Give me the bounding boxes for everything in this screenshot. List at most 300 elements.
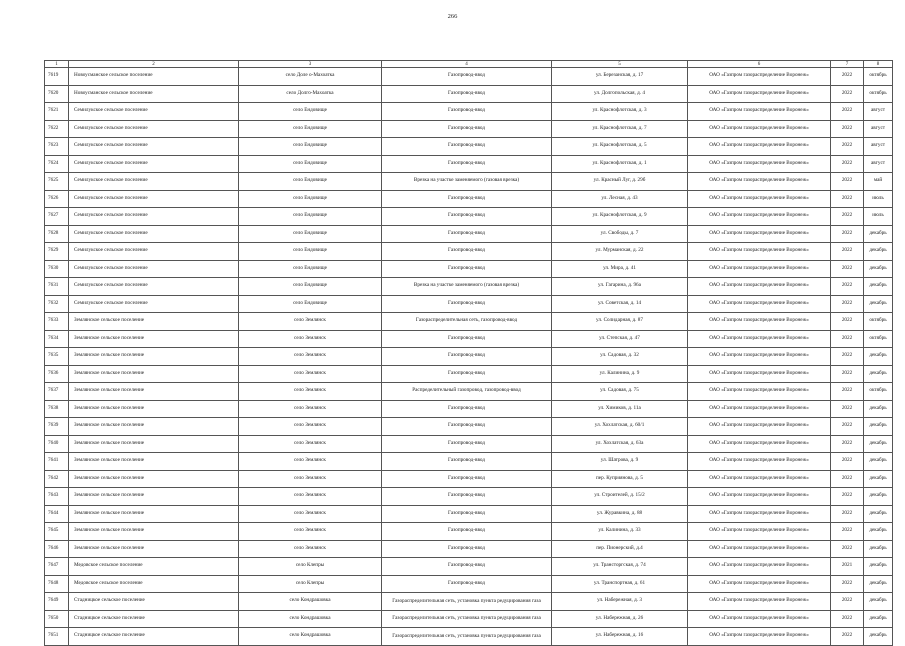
row-number-cell: 7620 [45, 85, 69, 103]
organization-cell: ОАО «Газпром газораспределение Воронеж» [688, 330, 831, 348]
year-cell: 2022 [831, 628, 864, 646]
locality-name-cell: село Землянск [239, 435, 382, 453]
object-type-cell: Газопровод-ввод [382, 155, 552, 173]
month-cell: декабрь [864, 628, 893, 646]
month-cell: август [864, 138, 893, 156]
table-row [45, 488, 893, 506]
table-row [45, 383, 893, 401]
month-cell: май [864, 173, 893, 191]
object-type-cell: Газопровод-ввод [382, 103, 552, 121]
object-type-cell: Газопровод-ввод [382, 575, 552, 593]
settlement-name-cell: Семилукское сельское поселение [69, 278, 239, 296]
settlement-name-cell: Семилукское сельское поселение [69, 243, 239, 261]
column-number-4: 4 [382, 61, 552, 68]
table-row [45, 190, 893, 208]
page-number: 266 [447, 13, 458, 20]
month-cell: декабрь [864, 610, 893, 628]
settlement-name-cell: Стадницкое сельское поселение [69, 610, 239, 628]
settlement-name-cell: Землянское сельское поселение [69, 313, 239, 331]
object-type-cell: Газопровод-ввод [382, 540, 552, 558]
month-cell: декабрь [864, 540, 893, 558]
settlement-name-cell: Семилукское сельское поселение [69, 103, 239, 121]
column-number-5: 5 [552, 61, 688, 68]
settlement-name-cell: Семилукское сельское поселение [69, 173, 239, 191]
locality-name-cell: село Ендовище [239, 208, 382, 226]
settlement-name-cell: Новоусманское сельское поселение [69, 85, 239, 103]
organization-cell: ОАО «Газпром газораспределение Воронеж» [688, 435, 831, 453]
locality-name-cell: село Ендовище [239, 225, 382, 243]
organization-cell: ОАО «Газпром газораспределение Воронеж» [688, 628, 831, 646]
object-type-cell: Врезка на участке заменяемого (газовая врезка) [382, 173, 552, 191]
settlement-name-cell: Землянское сельское поселение [69, 540, 239, 558]
object-type-cell: Распределительный газопровод, газопровод-ввод [382, 383, 552, 401]
month-cell: декабрь [864, 348, 893, 366]
table-row [45, 103, 893, 121]
settlement-name-cell: Медовское сельское поселение [69, 575, 239, 593]
year-cell: 2022 [831, 103, 864, 121]
object-type-cell: Газопровод-ввод [382, 330, 552, 348]
organization-cell: ОАО «Газпром газораспределение Воронеж» [688, 383, 831, 401]
month-cell: октябрь [864, 330, 893, 348]
locality-name-cell: село Кондрашовка [239, 610, 382, 628]
table-row [45, 400, 893, 418]
address-cell: пер. Куприянова, д. 5 [552, 470, 688, 488]
organization-cell: ОАО «Газпром газораспределение Воронеж» [688, 243, 831, 261]
table-row [45, 558, 893, 576]
table-row [45, 295, 893, 313]
table-row [45, 155, 893, 173]
year-cell: 2022 [831, 453, 864, 471]
month-cell: декабрь [864, 295, 893, 313]
table-row [45, 523, 893, 541]
organization-cell: ОАО «Газпром газораспределение Воронеж» [688, 85, 831, 103]
row-number-cell: 7632 [45, 295, 69, 313]
year-cell: 2022 [831, 85, 864, 103]
settlement-name-cell: Землянское сельское поселение [69, 400, 239, 418]
settlement-name-cell: Землянское сельское поселение [69, 418, 239, 436]
address-cell: ул. Свободы, д. 7 [552, 225, 688, 243]
settlement-name-cell: Семилукское сельское поселение [69, 155, 239, 173]
row-number-cell: 7628 [45, 225, 69, 243]
organization-cell: ОАО «Газпром газораспределение Воронеж» [688, 208, 831, 226]
column-number-2: 2 [69, 61, 239, 68]
year-cell: 2022 [831, 400, 864, 418]
month-cell: декабрь [864, 470, 893, 488]
address-cell: ул. Калинина, д. 9 [552, 365, 688, 383]
month-cell: июль [864, 208, 893, 226]
month-cell: август [864, 103, 893, 121]
registry-table [44, 60, 893, 646]
table-row [45, 628, 893, 646]
locality-name-cell: село Землянск [239, 505, 382, 523]
organization-cell: ОАО «Газпром газораспределение Воронеж» [688, 155, 831, 173]
address-cell: ул. Транспортная, д. 61 [552, 575, 688, 593]
object-type-cell: Газопровод-ввод [382, 523, 552, 541]
address-cell: ул. Набережная, д. 16 [552, 628, 688, 646]
settlement-name-cell: Землянское сельское поселение [69, 330, 239, 348]
object-type-cell: Газораспределительная сеть, установка пункта редуцирования газа [382, 610, 552, 628]
month-cell: декабрь [864, 488, 893, 506]
row-number-cell: 7651 [45, 628, 69, 646]
organization-cell: ОАО «Газпром газораспределение Воронеж» [688, 453, 831, 471]
settlement-name-cell: Землянское сельское поселение [69, 523, 239, 541]
month-cell: декабрь [864, 575, 893, 593]
table-row [45, 68, 893, 86]
locality-name-cell: село Ендовище [239, 295, 382, 313]
address-cell: ул. Набережная, д. 3 [552, 593, 688, 611]
organization-cell: ОАО «Газпром газораспределение Воронеж» [688, 295, 831, 313]
year-cell: 2022 [831, 120, 864, 138]
locality-name-cell: село Ендовище [239, 190, 382, 208]
locality-name-cell: село Землянск [239, 418, 382, 436]
year-cell: 2022 [831, 523, 864, 541]
table-row [45, 540, 893, 558]
address-cell: ул. Хохлатская, д. 60/1 [552, 418, 688, 436]
address-cell: ул. Краснофлотская, д. 5 [552, 138, 688, 156]
organization-cell: ОАО «Газпром газораспределение Воронеж» [688, 488, 831, 506]
row-number-cell: 7621 [45, 103, 69, 121]
year-cell: 2022 [831, 540, 864, 558]
address-cell: ул. Гагарина, д. 96а [552, 278, 688, 296]
table-row [45, 173, 893, 191]
row-number-cell: 7630 [45, 260, 69, 278]
year-cell: 2022 [831, 575, 864, 593]
locality-name-cell: село Ендовище [239, 138, 382, 156]
month-cell: октябрь [864, 68, 893, 86]
year-cell: 2022 [831, 68, 864, 86]
object-type-cell: Газопровод-ввод [382, 558, 552, 576]
settlement-name-cell: Землянское сельское поселение [69, 453, 239, 471]
table-row [45, 505, 893, 523]
locality-name-cell: село Долго-Махоатка [239, 85, 382, 103]
locality-name-cell: село Землянск [239, 523, 382, 541]
locality-name-cell: село Землянск [239, 400, 382, 418]
row-number-cell: 7647 [45, 558, 69, 576]
organization-cell: ОАО «Газпром газораспределение Воронеж» [688, 173, 831, 191]
locality-name-cell: село Клепры [239, 575, 382, 593]
table-row [45, 278, 893, 296]
year-cell: 2022 [831, 330, 864, 348]
address-cell: ул. Мира, д. 41 [552, 260, 688, 278]
row-number-cell: 7649 [45, 593, 69, 611]
settlement-name-cell: Землянское сельское поселение [69, 505, 239, 523]
address-cell: ул. Солидарная, д. 87 [552, 313, 688, 331]
organization-cell: ОАО «Газпром газораспределение Воронеж» [688, 103, 831, 121]
settlement-name-cell: Землянское сельское поселение [69, 383, 239, 401]
locality-name-cell: село Кондрашовка [239, 593, 382, 611]
table-row [45, 85, 893, 103]
settlement-name-cell: Землянское сельское поселение [69, 488, 239, 506]
organization-cell: ОАО «Газпром газораспределение Воронеж» [688, 610, 831, 628]
row-number-cell: 7631 [45, 278, 69, 296]
object-type-cell: Газопровод-ввод [382, 400, 552, 418]
locality-name-cell: село Землянск [239, 330, 382, 348]
row-number-cell: 7624 [45, 155, 69, 173]
year-cell: 2022 [831, 365, 864, 383]
row-number-cell: 7626 [45, 190, 69, 208]
locality-name-cell: село Землянск [239, 365, 382, 383]
object-type-cell: Газопровод-ввод [382, 418, 552, 436]
object-type-cell: Газопровод-ввод [382, 435, 552, 453]
object-type-cell: Газопровод-ввод [382, 243, 552, 261]
table-row [45, 593, 893, 611]
month-cell: декабрь [864, 558, 893, 576]
organization-cell: ОАО «Газпром газораспределение Воронеж» [688, 523, 831, 541]
locality-name-cell: село Ендовище [239, 278, 382, 296]
locality-name-cell: село Землянск [239, 453, 382, 471]
settlement-name-cell: Семилукское сельское поселение [69, 260, 239, 278]
year-cell: 2022 [831, 470, 864, 488]
organization-cell: ОАО «Газпром газораспределение Воронеж» [688, 190, 831, 208]
year-cell: 2021 [831, 558, 864, 576]
table-row [45, 575, 893, 593]
organization-cell: ОАО «Газпром газораспределение Воронеж» [688, 593, 831, 611]
settlement-name-cell: Семилукское сельское поселение [69, 295, 239, 313]
settlement-name-cell: Стадницкое сельское поселение [69, 628, 239, 646]
organization-cell: ОАО «Газпром газораспределение Воронеж» [688, 540, 831, 558]
table-row [45, 225, 893, 243]
year-cell: 2022 [831, 190, 864, 208]
object-type-cell: Газораспределительная сеть, газопровод-ввод [382, 313, 552, 331]
year-cell: 2022 [831, 610, 864, 628]
month-cell: октябрь [864, 313, 893, 331]
locality-name-cell: село Землянск [239, 488, 382, 506]
year-cell: 2022 [831, 593, 864, 611]
column-number-8: 8 [864, 61, 893, 68]
column-number-1: 1 [45, 61, 69, 68]
settlement-name-cell: Семилукское сельское поселение [69, 208, 239, 226]
locality-name-cell: село Землянск [239, 540, 382, 558]
settlement-name-cell: Семилукское сельское поселение [69, 120, 239, 138]
row-number-cell: 7633 [45, 313, 69, 331]
locality-name-cell: село Землянск [239, 313, 382, 331]
table-row [45, 313, 893, 331]
organization-cell: ОАО «Газпром газораспределение Воронеж» [688, 418, 831, 436]
table-row [45, 120, 893, 138]
month-cell: декабрь [864, 453, 893, 471]
row-number-cell: 7650 [45, 610, 69, 628]
month-cell: декабрь [864, 523, 893, 541]
row-number-cell: 7623 [45, 138, 69, 156]
object-type-cell: Газопровод-ввод [382, 505, 552, 523]
organization-cell: ОАО «Газпром газораспределение Воронеж» [688, 505, 831, 523]
address-cell: ул. Набережная, д. 26 [552, 610, 688, 628]
address-cell: ул. Лесная, д. 43 [552, 190, 688, 208]
settlement-name-cell: Медовское сельское поселение [69, 558, 239, 576]
row-number-cell: 7635 [45, 348, 69, 366]
address-cell: ул. Химиков, д. 11а [552, 400, 688, 418]
column-number-row [45, 61, 893, 68]
settlement-name-cell: Землянское сельское поселение [69, 365, 239, 383]
table-row [45, 330, 893, 348]
month-cell: октябрь [864, 85, 893, 103]
table-header [45, 61, 893, 68]
month-cell: декабрь [864, 365, 893, 383]
row-number-cell: 7646 [45, 540, 69, 558]
table-row [45, 243, 893, 261]
settlement-name-cell: Семилукское сельское поселение [69, 225, 239, 243]
table-row [45, 208, 893, 226]
organization-cell: ОАО «Газпром газораспределение Воронеж» [688, 120, 831, 138]
year-cell: 2022 [831, 295, 864, 313]
locality-name-cell: село Ендовище [239, 260, 382, 278]
object-type-cell: Газопровод-ввод [382, 68, 552, 86]
address-cell: ул. Журавкина, д. 88 [552, 505, 688, 523]
row-number-cell: 7638 [45, 400, 69, 418]
settlement-name-cell: Семилукское сельское поселение [69, 190, 239, 208]
address-cell: ул. Краснофлотская, д. 1 [552, 155, 688, 173]
object-type-cell: Газопровод-ввод [382, 348, 552, 366]
address-cell: ул. Садовая, д. 75 [552, 383, 688, 401]
row-number-cell: 7640 [45, 435, 69, 453]
object-type-cell: Газопровод-ввод [382, 470, 552, 488]
year-cell: 2022 [831, 488, 864, 506]
address-cell: ул. Мурманская, д. 22 [552, 243, 688, 261]
row-number-cell: 7622 [45, 120, 69, 138]
object-type-cell: Газопровод-ввод [382, 488, 552, 506]
year-cell: 2022 [831, 348, 864, 366]
year-cell: 2022 [831, 155, 864, 173]
address-cell: ул. Советская, д. 14 [552, 295, 688, 313]
organization-cell: ОАО «Газпром газораспределение Воронеж» [688, 313, 831, 331]
row-number-cell: 7641 [45, 453, 69, 471]
address-cell: ул. Садовая, д. 32 [552, 348, 688, 366]
organization-cell: ОАО «Газпром газораспределение Воронеж» [688, 138, 831, 156]
year-cell: 2022 [831, 505, 864, 523]
row-number-cell: 7645 [45, 523, 69, 541]
row-number-cell: 7629 [45, 243, 69, 261]
object-type-cell: Газопровод-ввод [382, 260, 552, 278]
organization-cell: ОАО «Газпром газораспределение Воронеж» [688, 348, 831, 366]
column-number-3: 3 [239, 61, 382, 68]
object-type-cell: Газопровод-ввод [382, 453, 552, 471]
locality-name-cell: село Доле о-Махоатка [239, 68, 382, 86]
year-cell: 2022 [831, 383, 864, 401]
address-cell: ул. Краснофлотская, д. 3 [552, 103, 688, 121]
row-number-cell: 7642 [45, 470, 69, 488]
locality-name-cell: село Землянск [239, 470, 382, 488]
table-row [45, 610, 893, 628]
month-cell: декабрь [864, 418, 893, 436]
address-cell: ул. Красный Луг, д. 29б [552, 173, 688, 191]
locality-name-cell: село Ендовище [239, 155, 382, 173]
address-cell: ул. Трансторгская, д. 74 [552, 558, 688, 576]
object-type-cell: Газопровод-ввод [382, 225, 552, 243]
month-cell: декабрь [864, 225, 893, 243]
month-cell: август [864, 120, 893, 138]
object-type-cell: Газопровод-ввод [382, 365, 552, 383]
settlement-name-cell: Семилукское сельское поселение [69, 138, 239, 156]
address-cell: ул. Степская, д. 47 [552, 330, 688, 348]
address-cell: ул. Шатрова, д. 9 [552, 453, 688, 471]
table-body [45, 68, 893, 646]
address-cell: ул. Краснофлотская, д. 7 [552, 120, 688, 138]
row-number-cell: 7639 [45, 418, 69, 436]
column-number-7: 7 [831, 61, 864, 68]
locality-name-cell: село Ендовище [239, 103, 382, 121]
month-cell: декабрь [864, 278, 893, 296]
year-cell: 2022 [831, 208, 864, 226]
table-row [45, 435, 893, 453]
address-cell: ул. Березанская, д. 17 [552, 68, 688, 86]
organization-cell: ОАО «Газпром газораспределение Воронеж» [688, 260, 831, 278]
year-cell: 2022 [831, 435, 864, 453]
locality-name-cell: село Ендовище [239, 120, 382, 138]
object-type-cell: Газопровод-ввод [382, 208, 552, 226]
organization-cell: ОАО «Газпром газораспределение Воронеж» [688, 400, 831, 418]
row-number-cell: 7619 [45, 68, 69, 86]
month-cell: декабрь [864, 400, 893, 418]
organization-cell: ОАО «Газпром газораспределение Воронеж» [688, 225, 831, 243]
address-cell: ул. Калинина, д. 33 [552, 523, 688, 541]
table-row [45, 365, 893, 383]
object-type-cell: Врезка на участке заменяемого (газовая врезка) [382, 278, 552, 296]
organization-cell: ОАО «Газпром газораспределение Воронеж» [688, 365, 831, 383]
locality-name-cell: село Ендовище [239, 243, 382, 261]
object-type-cell: Газопровод-ввод [382, 138, 552, 156]
table-row [45, 260, 893, 278]
month-cell: декабрь [864, 243, 893, 261]
locality-name-cell: село Землянск [239, 348, 382, 366]
object-type-cell: Газораспределительная сеть, установка пункта редуцирования газа [382, 628, 552, 646]
year-cell: 2022 [831, 418, 864, 436]
month-cell: декабрь [864, 260, 893, 278]
table-row [45, 418, 893, 436]
month-cell: декабрь [864, 593, 893, 611]
row-number-cell: 7644 [45, 505, 69, 523]
organization-cell: ОАО «Газпром газораспределение Воронеж» [688, 575, 831, 593]
month-cell: декабрь [864, 505, 893, 523]
settlement-name-cell: Стадницкое сельское поселение [69, 593, 239, 611]
row-number-cell: 7625 [45, 173, 69, 191]
table-row [45, 348, 893, 366]
row-number-cell: 7636 [45, 365, 69, 383]
object-type-cell: Газопровод-ввод [382, 120, 552, 138]
organization-cell: ОАО «Газпром газораспределение Воронеж» [688, 470, 831, 488]
settlement-name-cell: Новоусманское сельское поселение [69, 68, 239, 86]
locality-name-cell: село Землянск [239, 383, 382, 401]
settlement-name-cell: Землянское сельское поселение [69, 435, 239, 453]
table-row [45, 470, 893, 488]
address-cell: ул. Хохлатская, д. 63а [552, 435, 688, 453]
month-cell: август [864, 155, 893, 173]
organization-cell: ОАО «Газпром газораспределение Воронеж» [688, 278, 831, 296]
address-cell: ул. Долгопольская, д. 4 [552, 85, 688, 103]
month-cell: июль [864, 190, 893, 208]
year-cell: 2022 [831, 138, 864, 156]
address-cell: ул. Строителей, д. 15/2 [552, 488, 688, 506]
locality-name-cell: село Клепры [239, 558, 382, 576]
settlement-name-cell: Землянское сельское поселение [69, 470, 239, 488]
object-type-cell: Газопровод-ввод [382, 295, 552, 313]
row-number-cell: 7643 [45, 488, 69, 506]
month-cell: декабрь [864, 435, 893, 453]
row-number-cell: 7637 [45, 383, 69, 401]
locality-name-cell: село Кондрашовка [239, 628, 382, 646]
organization-cell: ОАО «Газпром газораспределение Воронеж» [688, 68, 831, 86]
month-cell: октябрь [864, 383, 893, 401]
column-number-6: 6 [688, 61, 831, 68]
year-cell: 2022 [831, 278, 864, 296]
address-cell: пер. Пионерский, д.4 [552, 540, 688, 558]
object-type-cell: Газопровод-ввод [382, 190, 552, 208]
row-number-cell: 7627 [45, 208, 69, 226]
table-row [45, 453, 893, 471]
row-number-cell: 7648 [45, 575, 69, 593]
locality-name-cell: село Ендовище [239, 173, 382, 191]
year-cell: 2022 [831, 173, 864, 191]
object-type-cell: Газопровод-ввод [382, 85, 552, 103]
